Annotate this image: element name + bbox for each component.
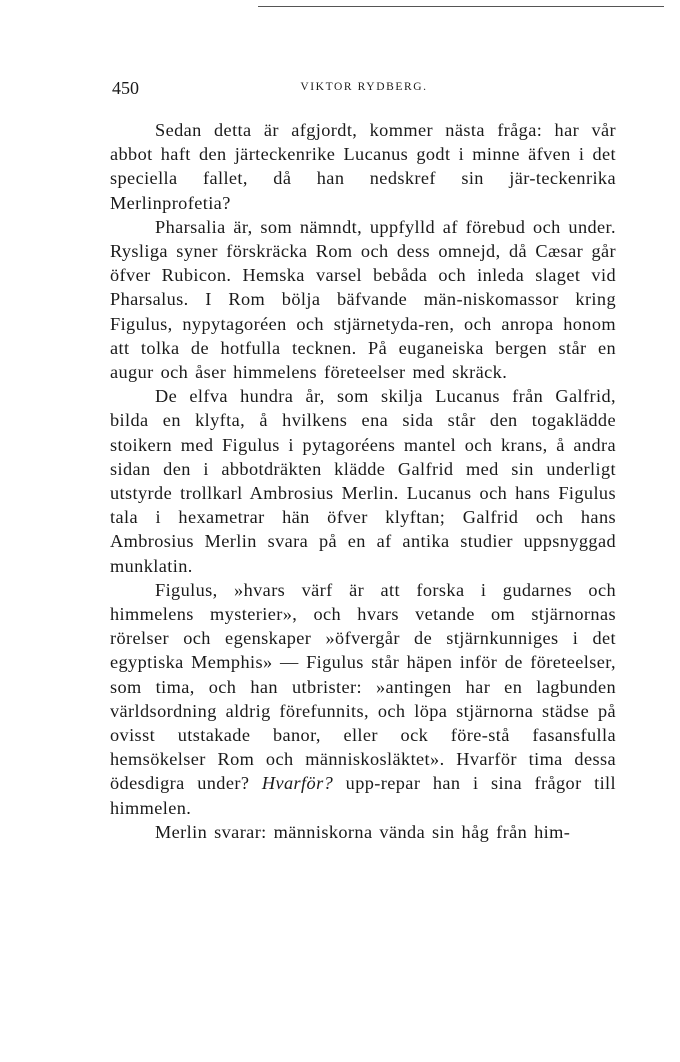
paragraph-4-text: Figulus, »hvars värf är att forska i gudarnes och himmelens mysterier», och hvars vetande om stjärnornas rörelser och egenskaper »öfvergår de stjärnkunniges i det egyptiska Memphis» — Figulus står häpen inför de företeelser, som tima, och han utbrister: »antingen har en lagbunden världsordning aldrig förefunnits, och löpa stjärnorna städse på ovisst utstakade banor, eller ock före-stå fasansfulla hemsökelser Rom och människosläktet». Hvarför tima dessa ödesdigra under?	[110, 579, 616, 794]
paragraph-5: Merlin svarar: människorna vända sin håg från him-	[155, 821, 571, 842]
paragraph-4	[110, 578, 616, 820]
paragraph-4-emphasis: Hvarför?	[261, 773, 334, 794]
paragraph-3: De elfva hundra år, som skilja Lucanus från Galfrid, bilda en klyfta, å hvilkens ena sida står den togaklädde stoikern med Figulus i pytagoréens mantel och krans, å andra sidan den i abbotdräkten klädde Galfrid med sin underligt utstyrde trollkarl Ambrosius Merlin. Lucanus och hans Figulus tala i hexametrar hän öfver klyftan; Galfrid och hans Ambrosius Merlin svara på en af antika studier uppsnyggad munklatin.	[110, 386, 616, 576]
page-header	[112, 78, 616, 100]
body-text	[110, 118, 616, 844]
paragraph-2: Pharsalia är, som nämndt, uppfylld af förebud och under. Rysliga syner förskräcka Rom och dess omnejd, då Cæsar går öfver Rubicon. Hemska varsel bebåda och inleda slaget vid Pharsalus. I Rom bölja bäfvande män-niskomassor kring Figulus, nypytagoréen och stjärnetyda-ren, och anropa honom att tolka de hotfulla tecknen. På euganeiska bergen står en augur och åser himmelens företeelser med skräck.	[110, 216, 616, 383]
running-head: VIKTOR RYDBERG.	[300, 81, 428, 93]
paragraph-1: Sedan detta är afgjordt, kommer nästa fråga: har vår abbot haft den järteckenrike Lucanus godt i minne äfven i det speciella fallet, då han nedskref sin jär-teckenrika Merlinprofetia?	[110, 120, 616, 213]
paragraph-4-text-end: upp-repar han i sina frågor till himmelen.	[110, 773, 617, 818]
page-number: 450	[112, 78, 139, 98]
top-rule	[258, 6, 664, 7]
